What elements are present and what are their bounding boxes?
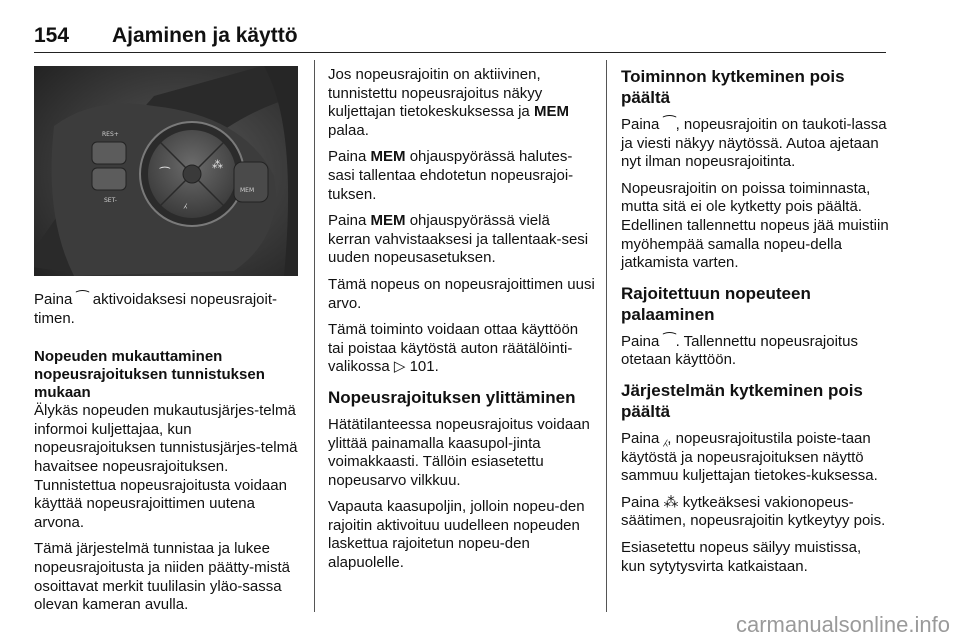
mem-text: MEM (370, 148, 406, 166)
col3-heading-system-off: Järjestelmän kytkeminen pois päältä (621, 380, 863, 421)
col2-heading-exceeding: Nopeusrajoituksen ylittäminen (328, 387, 576, 407)
column-3 (621, 66, 889, 584)
column-1 (34, 291, 302, 623)
mem-label: MEM (240, 187, 255, 194)
svg-text:⁂: ⁂ (212, 158, 223, 171)
col2-paragraph-confirm: Paina MEM ohjauspyörässä vielä kerran vahvistaaksesi ja tallentaak-sesi uuden nopeusasetuksen. (328, 212, 589, 267)
col2-paragraph-new-value: Tämä nopeus on nopeusrajoittimen uusi arvo. (328, 275, 595, 312)
col3-heading-resume: Rajoitettuun nopeuteen palaaminen (621, 283, 811, 324)
steering-wheel-illustration (34, 66, 298, 276)
col2-paragraph-customization: Tämä toiminto voidaan ottaa käyttöön tai poistaa käytöstä auton räätälöinti-valikossa ▷ 101. (328, 321, 579, 376)
col3-paragraph-memory: Nopeusrajoitin on poissa toiminnasta, mutta sitä ei ole kytketty pois päältä. Edellinen tallennettu nopeus jää muistiin myöhempää samalla nopeu-della jatkamista varten. (621, 179, 889, 272)
col2-paragraph-save: Paina MEM ohjauspyörässä halutes-sasi tallentaa ehdotetun nopeusrajoi-tuksen. (328, 148, 574, 203)
col2-paragraph-active: Jos nopeusrajoitin on aktiivinen, tunnistettu nopeusrajoitus näkyy kuljettajan tietokeskuksessa ja MEM palaa. (328, 66, 569, 139)
col3-paragraph-pause: Paina ⁀, nopeusrajoitin on taukoti-lassa ja viesti näkyy näytössä. Autoa ajetaan nyt ilman nopeusrajoitinta. (621, 116, 887, 171)
col1-paragraph-intelligent: Älykäs nopeuden mukautusjärjes-telmä informoi kuljettajaa, kun nopeusrajoituksen tunnistusjärjes-telmä havaitsee nopeusrajoituksen. Tunnistettua nopeusrajoitusta voidaan käyttää nopeusrajoittimen uutena arvona. (34, 402, 298, 531)
set-label: SET- (104, 197, 117, 204)
col1-heading-speed-adaptation: Nopeuden mukauttaminen nopeusrajoituksen tunnistuksen mukaan (34, 348, 265, 402)
column-divider-2 (606, 60, 607, 612)
column-divider-1 (314, 60, 315, 612)
svg-text:⁁: ⁁ (184, 196, 187, 209)
page-title: Ajaminen ja käyttö (112, 24, 298, 47)
col3-paragraph-disable: Paina ⁁, nopeusrajoitustila poiste-taan käytöstä ja nopeusrajoituksen näyttö sammuu kuljettajan tietokes-kuksessa. (621, 429, 878, 485)
col1-paragraph-camera: Tämä järjestelmä tunnistaa ja lukee nopeusrajoitusta ja niiden päätty-mistä osoittavat merkit tuulilasin yläo-sassa olevan kameran avulla. (34, 540, 290, 614)
page-number: 154 (34, 24, 70, 47)
col3-paragraph-stored: Esiasetettu nopeus säilyy muistissa, kun sytytysvirta katkaistaan. (621, 538, 862, 575)
page-reference-link[interactable]: ▷ 101. (393, 358, 439, 376)
col3-paragraph-restore: Paina ⁀. Tallennettu nopeusrajoitus otetaan käyttöön. (621, 332, 858, 369)
col3-paragraph-cruise: Paina ⁂ kytkeäksesi vakionopeus-säätimen, nopeusrajoitin kytkeytyy pois. (621, 493, 886, 530)
svg-text:⁀: ⁀ (160, 167, 170, 181)
watermark: carmanualsonline.info (735, 612, 950, 637)
mem-text: MEM (533, 103, 569, 121)
column-2 (328, 66, 596, 581)
col2-paragraph-emergency: Hätätilanteessa nopeusrajoitus voidaan ylittää painamalla kaasupol-jinta voimakkaasti. Tällöin esiasetettu nopeusarvo vilkkuu. (328, 415, 590, 489)
mem-text: MEM (370, 212, 406, 230)
col3-heading-switch-off: Toiminnon kytkeminen pois päältä (621, 67, 845, 107)
col1-paragraph-activate: Paina ⁀ aktivoidaksesi nopeusrajoit-timen. (34, 291, 278, 327)
col2-paragraph-release: Vapauta kaasupoljin, jolloin nopeu-den rajoitin aktivoituu uudelleen nopeuden laskettua rajoitetun nopeu-den alapuolelle. (328, 498, 585, 572)
res-label: RES+ (102, 131, 119, 138)
steering-wheel-controls-image (34, 66, 298, 276)
page-header (34, 24, 886, 53)
